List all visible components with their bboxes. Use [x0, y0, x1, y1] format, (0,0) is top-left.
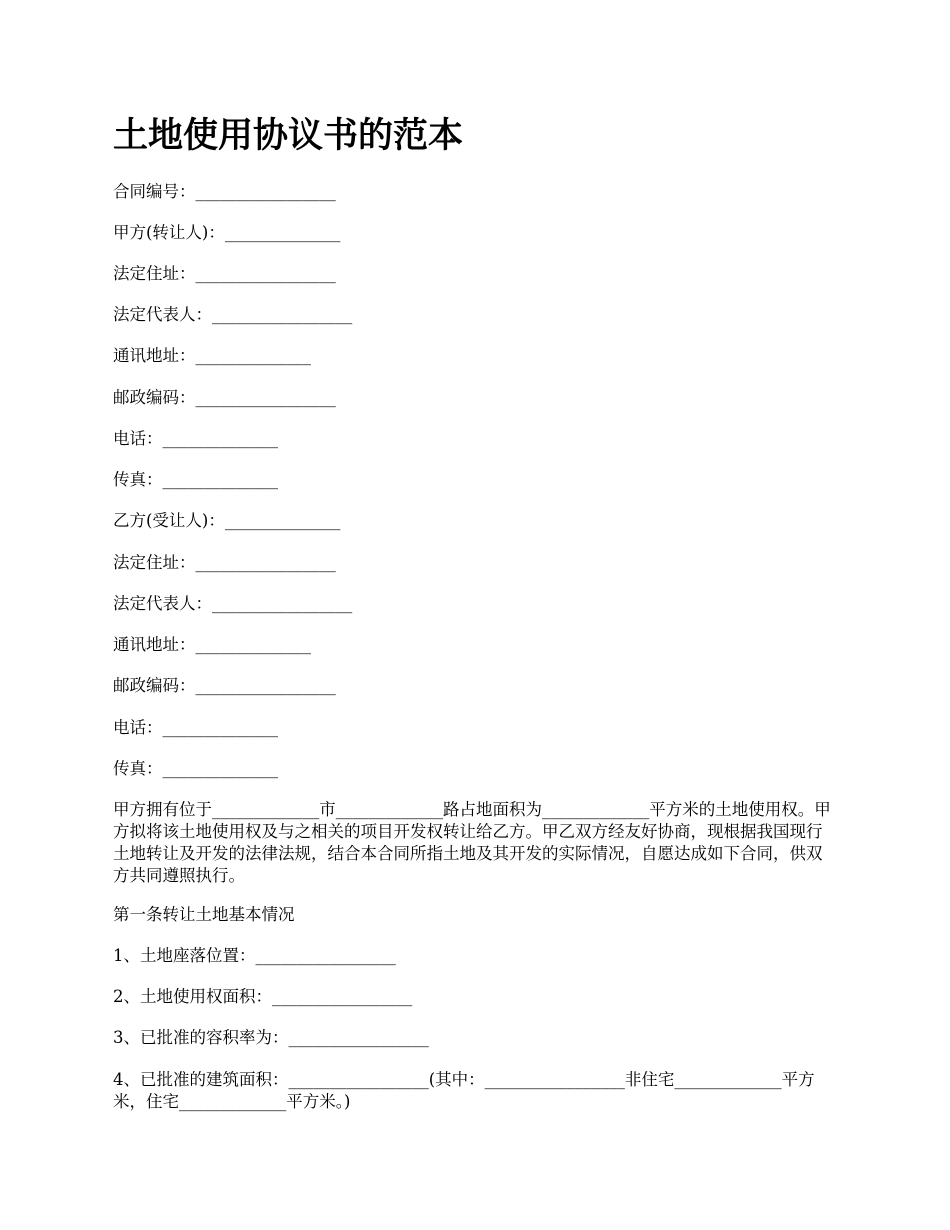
- field-party-b: 乙方(受让人)：______________: [113, 511, 341, 530]
- field-party-a-address: 法定住址：_________________: [113, 264, 336, 283]
- field-party-a-phone: 电话：______________: [113, 429, 278, 448]
- item-land-location: 1、土地座落位置：_________________: [113, 946, 396, 965]
- field-party-b-fax: 传真：______________: [113, 759, 278, 778]
- field-party-b-postcode: 邮政编码：_________________: [113, 676, 336, 695]
- field-contract-number: 合同编号：_________________: [113, 182, 336, 201]
- field-party-b-representative: 法定代表人：_________________: [113, 594, 353, 613]
- field-party-a-mailing-address: 通讯地址：______________: [113, 346, 311, 365]
- item-plot-ratio: 3、已批准的容积率为：_________________: [113, 1028, 429, 1047]
- field-party-a: 甲方(转让人)：______________: [113, 223, 341, 242]
- field-party-a-fax: 传真：______________: [113, 470, 278, 489]
- item-building-area: 4、已批准的建筑面积：_________________(其中：_________________非住宅_____________平方米，住宅_____________平方米。): [113, 1070, 815, 1111]
- field-party-b-mailing-address: 通讯地址：______________: [113, 635, 311, 654]
- article-heading: 第一条转让土地基本情况: [113, 905, 295, 924]
- document-title: 土地使用协议书的范本: [113, 115, 464, 156]
- item-land-area: 2、土地使用权面积：_________________: [113, 987, 413, 1006]
- intro-paragraph: 甲方拥有位于_____________市_____________路占地面积为_____________平方米的土地使用权。甲方拟将该土地使用权及与之相关的项目开发权转让给乙方。甲乙双方经友好协商，现根据我国现行土地转让及开发的法律法规，结合本合同所指土地及其开发的实际情况，自愿达成如下合同，供双方共同遵照执行。: [113, 800, 831, 885]
- field-party-b-phone: 电话：______________: [113, 718, 278, 737]
- field-party-b-address: 法定住址：_________________: [113, 553, 336, 572]
- field-party-a-representative: 法定代表人：_________________: [113, 305, 353, 324]
- field-party-a-postcode: 邮政编码：_________________: [113, 388, 336, 407]
